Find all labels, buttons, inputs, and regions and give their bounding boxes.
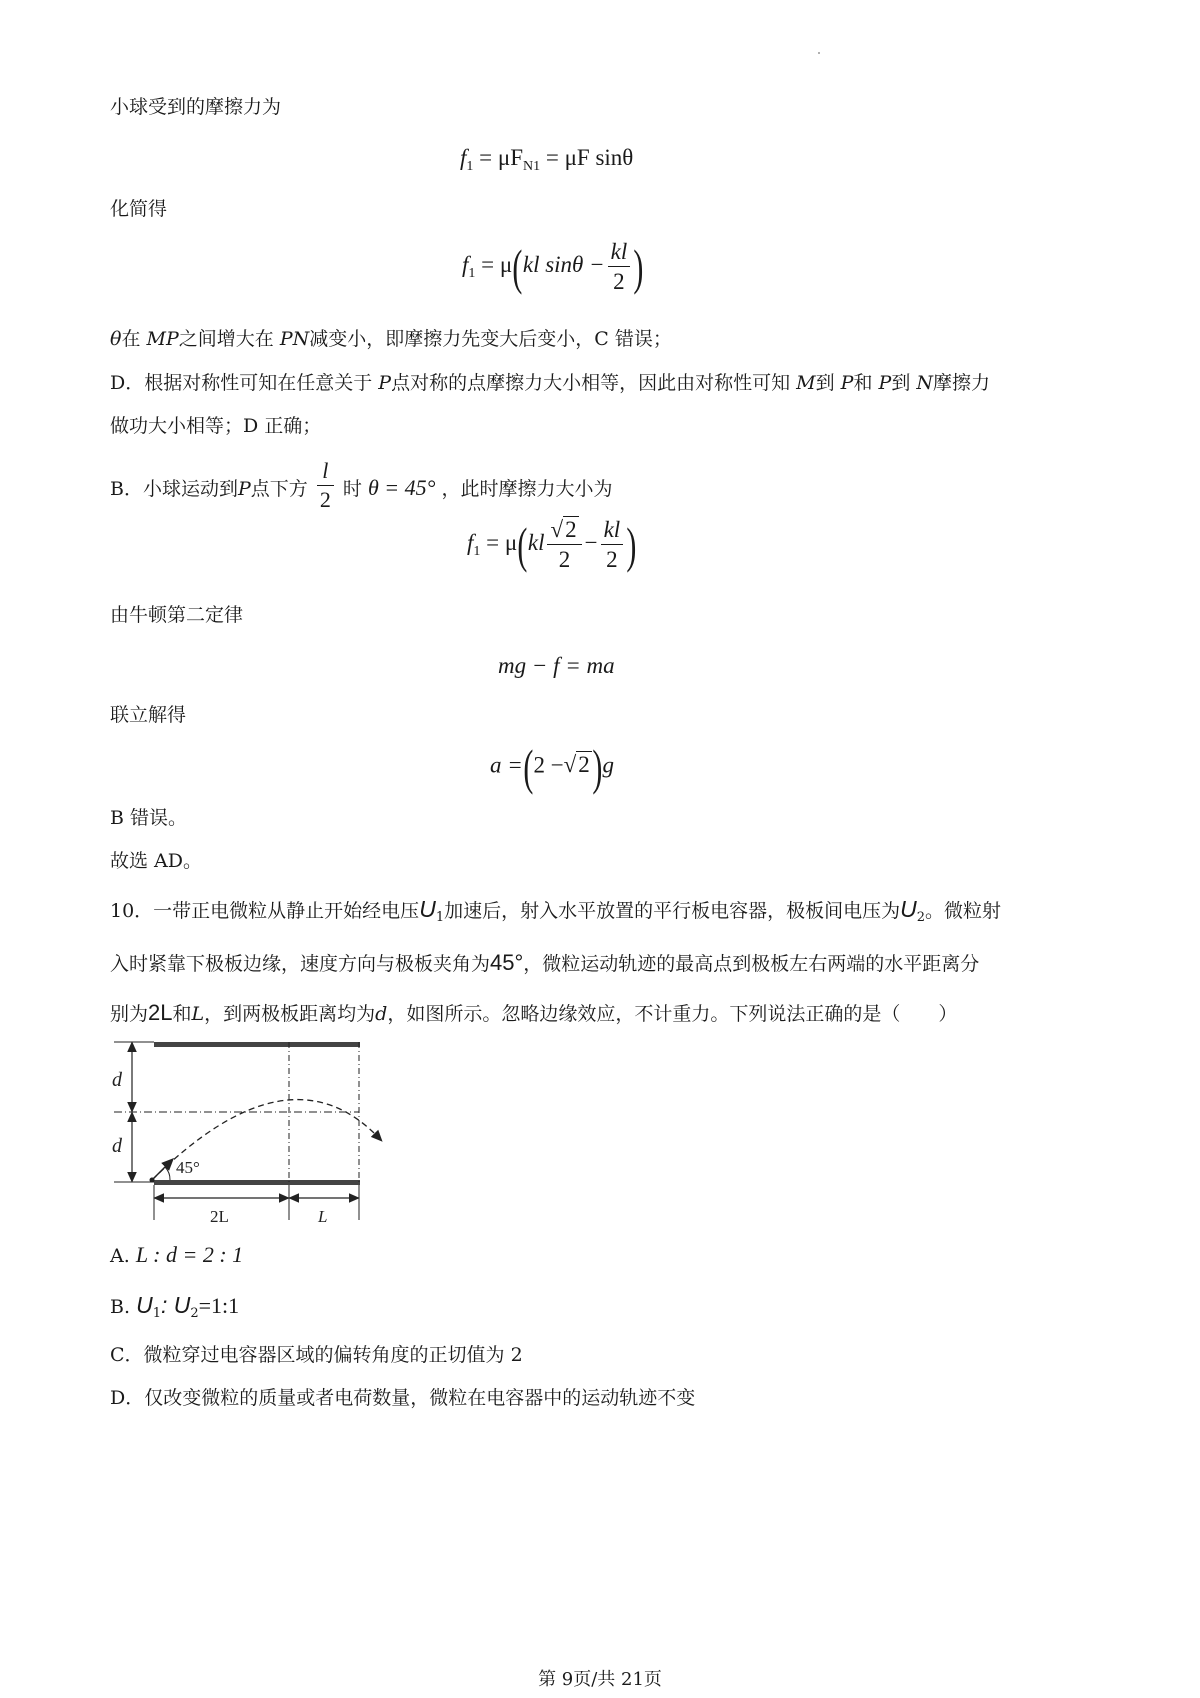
angle-label: 45° [176, 1158, 200, 1177]
bottom-plate [154, 1180, 360, 1185]
text-line: B．小球运动到P点下方 $\frac{l}{2}$ 时 θ = 45° ，此时摩擦力大小为 [110, 458, 613, 512]
text-line: 做功大小相等；D 正确； [110, 415, 322, 437]
d-label-bottom: d [112, 1135, 122, 1157]
text-line: 由牛顿第二定律 [110, 604, 244, 626]
particle [150, 1178, 155, 1183]
top-plate [154, 1042, 360, 1047]
equation-acceleration: a =(2 −√2)g [490, 739, 614, 795]
option-c: C．微粒穿过电容器区域的偏转角度的正切值为 2 [110, 1344, 523, 1366]
question-text: 入时紧靠下极板边缘，速度方向与极板夹角为45°，微粒运动轨迹的最高点到极板左右两端的水平距离分 [110, 950, 980, 975]
option-b: B. $U_1$: $U_2=1:1$ [110, 1292, 240, 1321]
text-line: 联立解得 [110, 704, 187, 726]
equation-friction: $f_1 = \mu F_{N1} = \mu F$ sinθ [460, 145, 634, 174]
d-label-top: d [112, 1069, 122, 1091]
equation-friction-value: $f_1 = \mu(kl$ $\frac{√2}{2}$ − $\frac{kl}{2}$ ) [467, 516, 637, 573]
question-text: 别为2L和L，到两极板距离均为d，如图所示。忽略边缘效应，不计重力。下列说法正确的是（ ） [110, 1000, 958, 1025]
option-a: A. L : d = 2 : 1 [110, 1242, 244, 1267]
label-2L: 2L [210, 1207, 229, 1226]
text-line: B 错误。 [110, 807, 188, 829]
velocity-arrow [152, 1162, 170, 1180]
option-d: D．仅改变微粒的质量或者电荷数量，微粒在电容器中的运动轨迹不变 [110, 1387, 696, 1409]
question-text: 10．一带正电微粒从静止开始经电压$U_1$加速后，射入水平放置的平行板电容器，极板间电压为$U_2$。微粒射 [110, 896, 1002, 925]
text-line: 化简得 [110, 198, 168, 220]
equation-simplified: $f_1 = \mu(kl$ sinθ − $\frac{kl}{2}$ ) [462, 238, 644, 295]
text-line: D．根据对称性可知在任意关于 P点对称的点摩擦力大小相等，因此由对称性可知 M到 P和 P到 N摩擦力 [110, 372, 991, 394]
text-line: 小球受到的摩擦力为 [110, 96, 282, 118]
text-line: 故选 AD。 [110, 850, 202, 872]
label-L: L [318, 1207, 328, 1226]
page-footer: 第 9页/共 21页 [538, 1669, 662, 1690]
capacitor-diagram [104, 1030, 394, 1230]
scan-speck [818, 52, 820, 54]
text-line: θ在 MP之间增大在 PN减变小，即摩擦力先变大后变小，C 错误； [110, 328, 672, 350]
equation-newton: mg − f = ma [498, 653, 615, 678]
